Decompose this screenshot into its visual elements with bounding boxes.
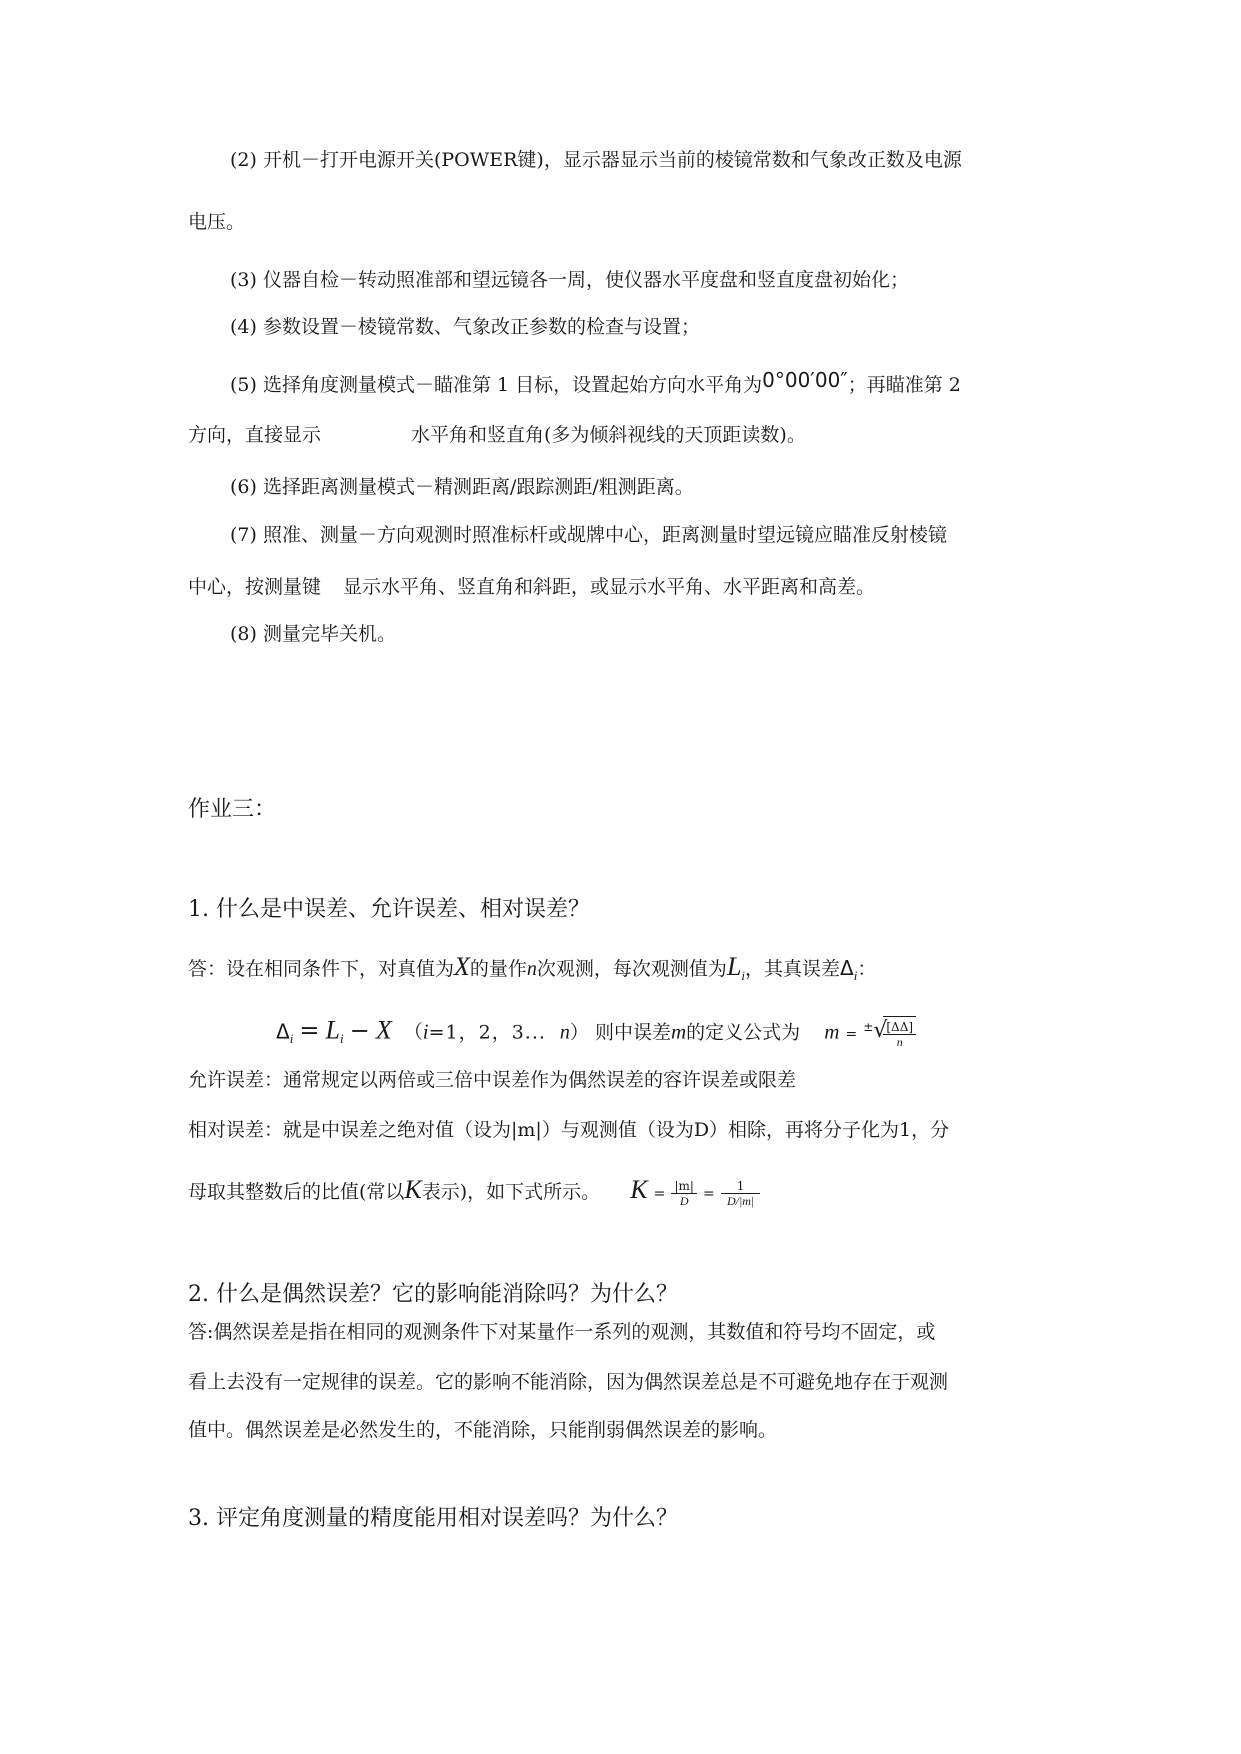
formula-x: X — [375, 1015, 392, 1045]
q1-answer-text-4: ，其真误差 — [745, 958, 841, 980]
q2-answer-line-3: 值中。偶然误差是必然发生的，不能消除，只能削弱偶然误差的影响。 — [188, 1419, 778, 1441]
q1-answer-text-3: 次观测，每次观测值为 — [536, 958, 727, 980]
q1-answer-colon: ： — [857, 958, 877, 980]
var-l: L — [726, 952, 742, 981]
formula-l: L — [325, 1015, 340, 1045]
var-x: X — [454, 952, 470, 981]
step-5-line-2 — [188, 423, 806, 447]
formula-k-equals-2: = — [702, 1186, 715, 1202]
q1-answer-text-1: 答：设在相同条件下，对真值为 — [188, 958, 455, 980]
start-angle-value: 0°00′00″ — [762, 368, 848, 392]
relative-error-text-1: 母取其整数后的比值(常以 — [188, 1181, 405, 1203]
formula-delta-subscript: i — [289, 1031, 294, 1047]
step-7-line-2 — [188, 575, 875, 599]
formula-equals: = — [299, 1016, 320, 1045]
q1-answer-text-2: 的量作 — [469, 958, 527, 980]
fraction-1-denominator: D — [679, 1193, 689, 1208]
question-2-title: 2. 什么是偶然误差？它的影响能消除吗？为什么？ — [188, 1282, 678, 1307]
step-5-line-2-part-1: 方向，直接显示 — [188, 424, 322, 446]
step-7-line-1: (7) 照准、测量－方向观测时照准标杆或觇牌中心，距离测量时望远镜应瞄准反射棱镜 — [230, 524, 947, 546]
std-error-equals: = — [845, 1026, 858, 1043]
step-2-line-1: (2) 开机－打开电源开关(POWER键)，显示器显示当前的棱镜常数和气象改正数及电源 — [230, 149, 962, 171]
formula-l-subscript: i — [339, 1031, 344, 1047]
step-4: (4) 参数设置－棱镜常数、气象改正参数的检查与设置； — [230, 316, 700, 338]
formula-minus: − — [349, 1016, 370, 1045]
relative-error-line-2 — [188, 1170, 760, 1214]
step-5-line-2-part-2: 水平角和竖直角(多为倾斜视线的天顶距读数)。 — [411, 424, 806, 446]
q1-answer-line-1 — [188, 952, 877, 988]
std-error-sqrt — [873, 1016, 916, 1051]
step-8: (8) 测量完毕关机。 — [230, 623, 396, 645]
std-error-m: m — [824, 1019, 840, 1044]
formula-text-2: 的定义公式为 — [686, 1021, 801, 1044]
allowable-error-definition: 允许误差：通常规定以两倍或三倍中误差作为偶然误差的容许误差或限差 — [188, 1069, 797, 1091]
q2-answer-line-2: 看上去没有一定规律的误差。它的影响不能消除，因为偶然误差总是不可避免地存在于观测 — [188, 1371, 949, 1393]
std-error-denominator: n — [896, 1035, 903, 1050]
step-2-line-2: 电压。 — [188, 211, 246, 233]
fraction-2-denominator: D/|m| — [726, 1193, 755, 1208]
relative-error-text-2: 表示)，如下式所示。 — [421, 1181, 601, 1203]
true-error-formula — [276, 1010, 916, 1056]
step-6: (6) 选择距离测量模式－精测距离/跟踪测距/粗测距离。 — [230, 476, 694, 498]
relative-error-line-1: 相对误差：就是中误差之绝对值（设为|m|）与观测值（设为D）相除，再将分子化为1，分 — [188, 1119, 950, 1141]
var-k: K — [404, 1175, 422, 1204]
fraction-2-numerator: 1 — [721, 1179, 761, 1194]
formula-i: i — [422, 1019, 429, 1044]
var-l-subscript: i — [741, 967, 746, 983]
q2-answer-line-1: 答:偶然误差是指在相同的观测条件下对某量作一系列的观测，其数值和符号均不固定，或 — [188, 1321, 936, 1343]
formula-n: n — [559, 1021, 570, 1044]
step-7-line-2-part-1: 中心，按测量键 — [188, 576, 322, 598]
std-error-plusminus: ± — [863, 1020, 874, 1034]
step-5-text-pre: (5) 选择角度测量模式－瞄准第 1 目标，设置起始方向水平角为 — [230, 374, 763, 396]
step-5-line-1 — [230, 368, 961, 397]
delta-subscript: i — [853, 967, 858, 983]
formula-text-1: 则中误差 — [594, 1021, 671, 1044]
formula-k: K — [630, 1175, 648, 1204]
formula-k-equals: = — [653, 1186, 666, 1202]
var-n: n — [526, 958, 537, 980]
fraction-m-over-d — [671, 1179, 696, 1208]
homework-title: 作业三： — [188, 797, 277, 822]
step-5-text-post: ；再瞄准第 2 — [847, 374, 961, 396]
delta-symbol: Δ — [840, 956, 854, 980]
std-error-numerator: √ [ΔΔ] — [883, 1020, 916, 1035]
step-7-line-2-part-2: 显示水平角、竖直角和斜距，或显示水平角、水平距离和高差。 — [343, 576, 876, 598]
question-1-title: 1. 什么是中误差、允许误差、相对误差？ — [188, 897, 590, 922]
formula-m: m — [671, 1019, 687, 1044]
fraction-one-over-d-m — [721, 1179, 761, 1208]
formula-paren-open: （ — [403, 1021, 423, 1044]
formula-paren-close: ） — [569, 1021, 589, 1044]
question-3-title: 3. 评定角度测量的精度能用相对误差吗？为什么？ — [188, 1506, 678, 1531]
step-3: (3) 仪器自检－转动照准部和望远镜各一周，使仪器水平度盘和竖直度盘初始化； — [230, 269, 909, 291]
fraction-1-numerator: |m| — [671, 1179, 696, 1194]
formula-i-values: =1，2，3... — [428, 1021, 546, 1044]
formula-delta: Δ — [276, 1019, 290, 1044]
